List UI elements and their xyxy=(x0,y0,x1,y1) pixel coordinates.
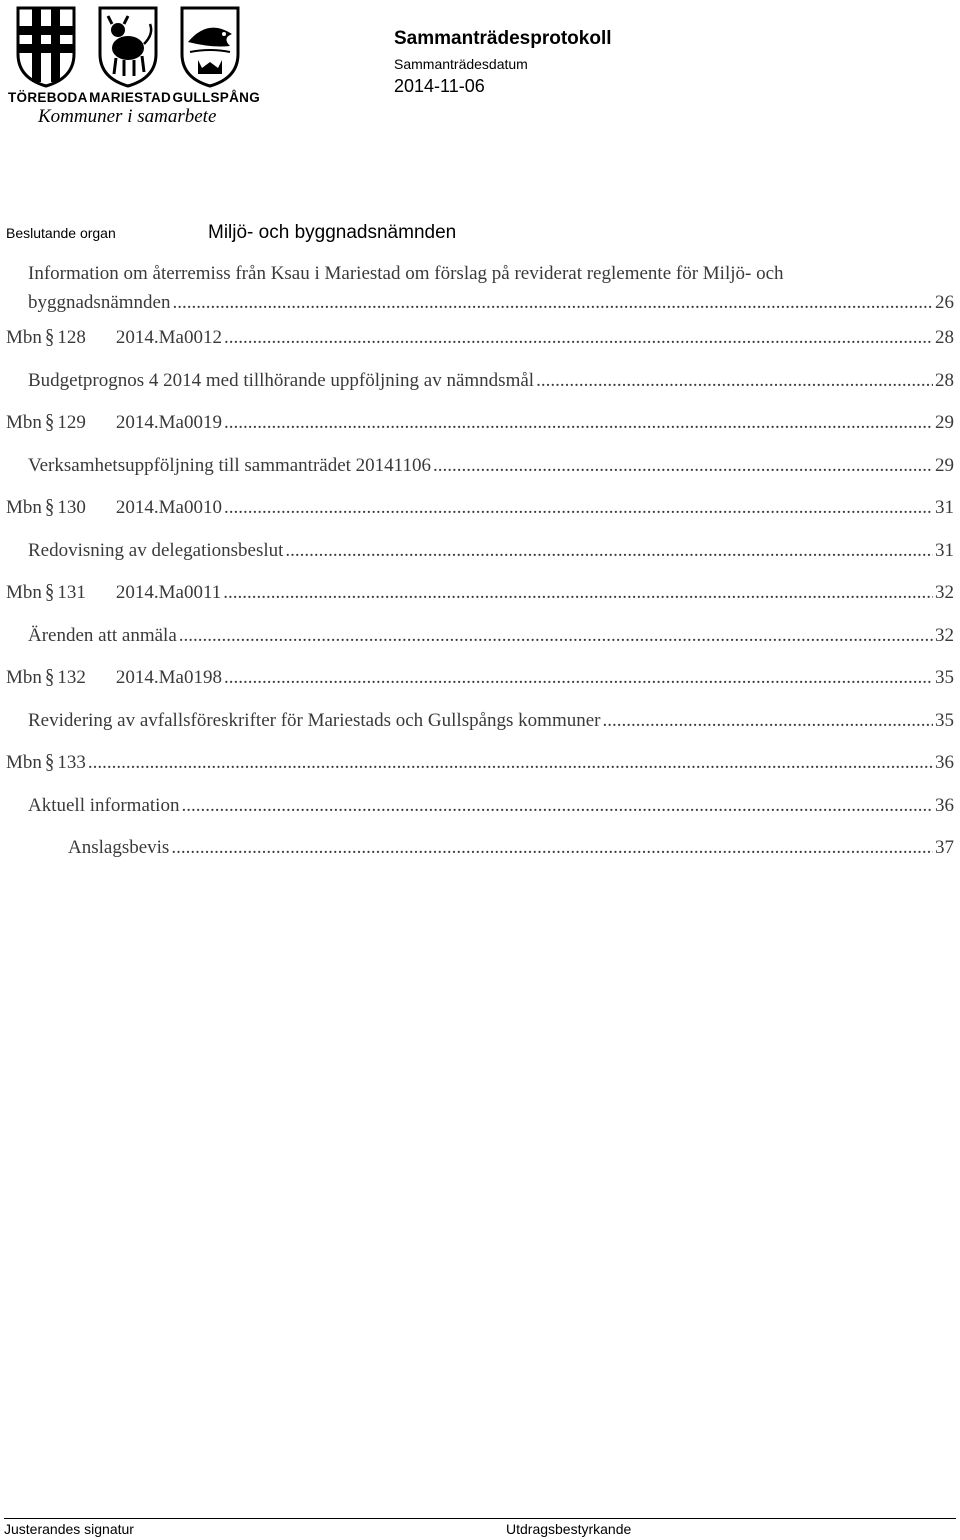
toc-entry-section[interactable] xyxy=(6,742,954,785)
toc-mbn: Mbn xyxy=(6,327,42,348)
toc-entry-text: Redovisning av delegationsbeslut xyxy=(28,539,284,561)
toc-leader xyxy=(536,360,933,403)
toc-leader xyxy=(223,572,933,615)
toc-page-number: 29 xyxy=(935,454,954,476)
toc-entry-text: Ärenden att anmäla xyxy=(28,624,177,646)
toc-leader xyxy=(171,827,933,870)
toc-case-reference: 2014.Ma0012 xyxy=(115,327,222,348)
toc-page-number: 31 xyxy=(935,539,954,561)
toc-case-reference: 2014.Ma0011 xyxy=(115,582,222,603)
paragraph-sign-icon: § xyxy=(44,495,55,519)
toc-entry[interactable] xyxy=(6,827,954,870)
toc-entry-section[interactable] xyxy=(6,572,954,615)
toc-mbn: Mbn xyxy=(6,752,42,773)
toc-case-reference: 2014.Ma0010 xyxy=(115,497,222,518)
municipality-name-gullspang: GULLSPÅNG xyxy=(172,90,260,105)
toc-page-number: 35 xyxy=(935,667,954,688)
toc-entry-section[interactable] xyxy=(6,317,954,360)
toc-page-number: 28 xyxy=(935,327,954,348)
toc-entry-text-continued: byggnadsnämnden xyxy=(28,292,171,313)
page-footer xyxy=(4,1518,956,1537)
toc-case-reference: 2014.Ma0198 xyxy=(115,667,222,688)
toc-entry[interactable] xyxy=(6,530,954,573)
toreboda-shield-icon xyxy=(14,4,78,88)
document-title: Sammanträdesprotokoll xyxy=(394,28,612,49)
toc-page-number: 28 xyxy=(935,369,954,391)
municipality-name-mariestad: MARIESTAD xyxy=(89,90,172,105)
toc-paragraph-number: 130 xyxy=(57,497,86,518)
toc-paragraph-number: 133 xyxy=(57,752,86,773)
toc-page-number: 32 xyxy=(935,582,954,603)
toc-page-number: 26 xyxy=(935,292,954,313)
deciding-body-value: Miljö- och byggnadsnämnden xyxy=(208,222,457,243)
paragraph-sign-icon: § xyxy=(44,665,55,689)
footer-signature-label: Justerandes signatur xyxy=(4,1521,134,1537)
meeting-date-label: Sammanträdesdatum xyxy=(394,56,528,72)
toc-paragraph-number: 128 xyxy=(57,327,86,348)
toc-leader xyxy=(224,487,933,530)
toc-entry-text: Revidering av avfallsföreskrifter för Mariestads och Gullspångs kommuner xyxy=(28,709,601,731)
toc-entry[interactable] xyxy=(6,360,954,403)
toc-leader xyxy=(602,700,933,743)
toc-leader xyxy=(224,317,933,360)
toc-paragraph-number: 129 xyxy=(57,412,86,433)
municipality-logo xyxy=(8,4,270,132)
toc-entry[interactable] xyxy=(6,259,954,317)
meeting-date-value: 2014-11-06 xyxy=(394,76,485,96)
toc-page-number: 36 xyxy=(935,752,954,773)
toc-entry-text: Anslagsbevis xyxy=(68,837,170,858)
toc-mbn: Mbn xyxy=(6,412,42,433)
toc-entry-text: Information om återremiss från Ksau i Mariestad om förslag på reviderat reglemente för Miljö- och xyxy=(28,263,784,284)
toc-entry[interactable] xyxy=(6,785,954,828)
toc-leader xyxy=(224,657,933,700)
deciding-body-label: Beslutande organ xyxy=(6,225,116,241)
mariestad-shield-icon xyxy=(96,4,160,88)
toc-leader xyxy=(224,402,933,445)
toc-entry-section[interactable] xyxy=(6,657,954,700)
toc-case-reference: 2014.Ma0019 xyxy=(115,412,222,433)
toc-entry-section[interactable] xyxy=(6,402,954,445)
toc-entry-text: Budgetprognos 4 2014 med tillhörande uppföljning av nämndsmål xyxy=(28,369,535,391)
toc-page-number: 35 xyxy=(935,709,954,731)
toc-leader xyxy=(433,445,933,488)
toc-mbn: Mbn xyxy=(6,667,42,688)
toc-page-number: 36 xyxy=(935,794,954,816)
toc-page-number: 31 xyxy=(935,497,954,518)
paragraph-sign-icon: § xyxy=(44,410,55,434)
table-of-contents xyxy=(6,259,954,870)
toc-page-number: 29 xyxy=(935,412,954,433)
toc-leader xyxy=(179,615,933,658)
document-header xyxy=(394,28,612,97)
toc-leader xyxy=(88,742,933,785)
gullspang-shield-icon xyxy=(178,4,242,88)
toc-page-number: 37 xyxy=(935,837,954,858)
logo-tagline: Kommuner i samarbete xyxy=(38,106,217,127)
toc-paragraph-number: 132 xyxy=(57,667,86,688)
toc-entry-text: Verksamhetsuppföljning till sammanträdet 20141106 xyxy=(28,454,431,476)
toc-entry[interactable] xyxy=(6,700,954,743)
toc-mbn: Mbn xyxy=(6,582,42,603)
toc-leader xyxy=(181,785,933,828)
toc-entry[interactable] xyxy=(6,445,954,488)
toc-leader xyxy=(172,288,933,317)
toc-entry-text: Aktuell information xyxy=(28,794,180,816)
toc-mbn: Mbn xyxy=(6,497,42,518)
toc-page-number: 32 xyxy=(935,624,954,646)
footer-certification-label: Utdragsbestyrkande xyxy=(506,1521,632,1537)
toc-entry-section[interactable] xyxy=(6,487,954,530)
paragraph-sign-icon: § xyxy=(44,750,55,774)
toc-leader xyxy=(285,530,933,573)
municipality-name-toreboda: TÖREBODA xyxy=(8,90,88,105)
paragraph-sign-icon: § xyxy=(44,325,55,349)
paragraph-sign-icon: § xyxy=(44,580,55,604)
toc-entry[interactable] xyxy=(6,615,954,658)
deciding-body-row xyxy=(6,222,456,244)
toc-paragraph-number: 131 xyxy=(57,582,86,603)
